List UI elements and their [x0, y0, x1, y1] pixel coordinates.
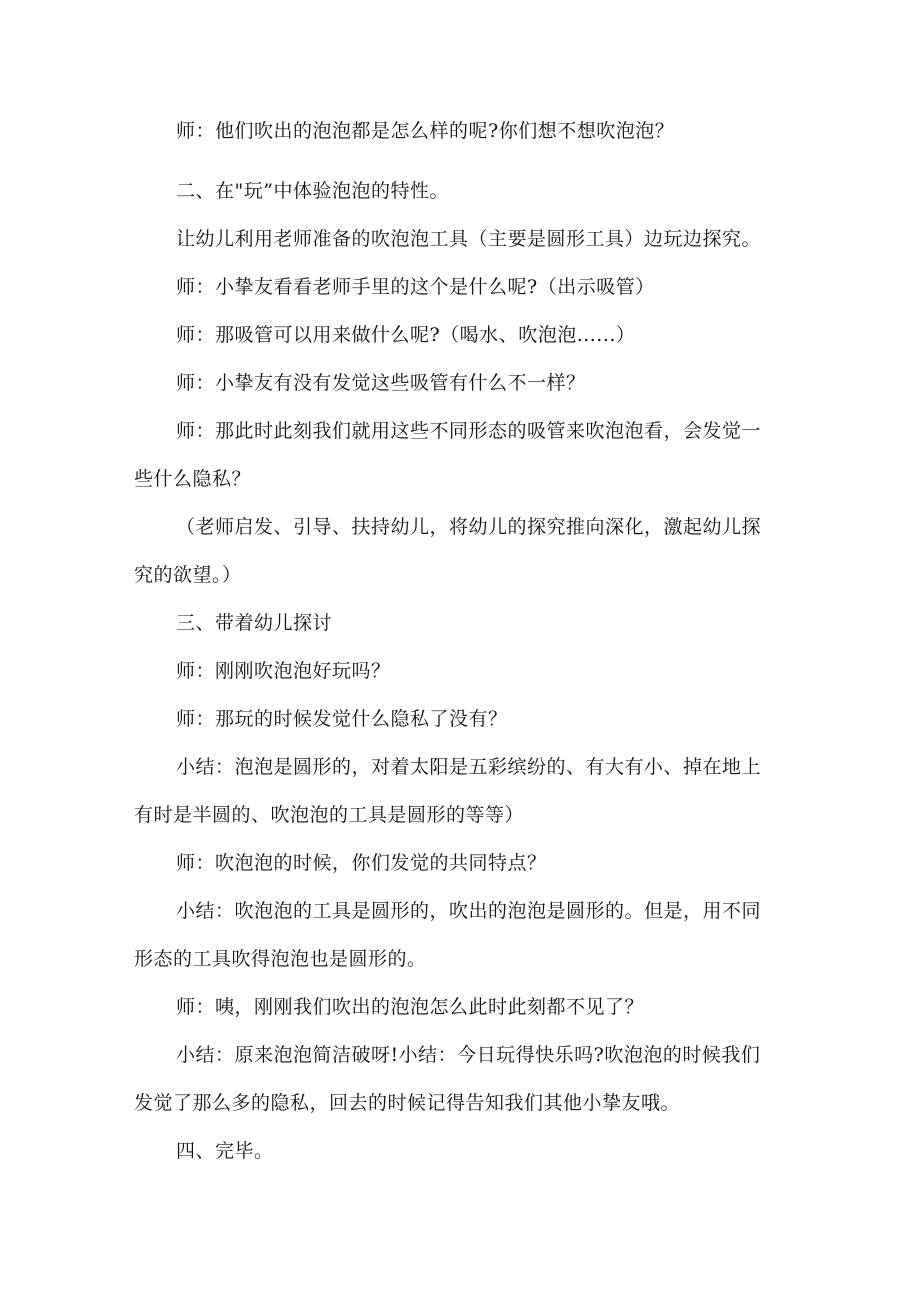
text-line: 小结：原来泡泡简洁破呀!小结：今日玩得快乐吗?吹泡泡的时候我们	[176, 1044, 761, 1066]
text-line: 师：咦，刚刚我们吹出的泡泡怎么此时此刻都不见了？	[176, 996, 645, 1018]
text-line: 小结：泡泡是圆形的，对着太阳是五彩缤纷的、有大有小、掉在地上	[176, 756, 762, 778]
section-heading: 二、在"玩”中体验泡泡的特性。	[176, 180, 449, 202]
text-line: 形态的工具吹得泡泡也是圆形的。	[134, 948, 427, 970]
text-line: 师：那吸管可以用来做什么呢?（喝水、吹泡泡......）	[176, 324, 636, 346]
section-heading: 四、完毕。	[176, 1140, 274, 1162]
text-line: 师：小挚友看看老师手里的这个是什么呢?（出示吸管）	[176, 276, 655, 298]
text-line: 师：吹泡泡的时候，你们发觉的共同特点？	[176, 852, 547, 874]
text-line: （老师启发、引导、扶持幼儿，将幼儿的探究推向深化，激起幼儿探	[176, 516, 762, 538]
text-line: 让幼儿利用老师准备的吹泡泡工具（主要是圆形工具）边玩边探究。	[176, 228, 762, 250]
text-line: 师：他们吹出的泡泡都是怎么样的呢?你们想不想吹泡泡？	[176, 120, 675, 142]
text-line: 究的欲望。）	[134, 564, 242, 586]
text-line: 小结：吹泡泡的工具是圆形的，吹出的泡泡是圆形的。但是，用不同	[176, 900, 762, 922]
text-line: 有时是半圆的、吹泡泡的工具是圆形的等等）	[134, 804, 525, 826]
text-line: 发觉了那么多的隐私，回去的时候记得告知我们其他小挚友哦。	[134, 1092, 681, 1114]
text-line: 师：刚刚吹泡泡好玩吗？	[176, 660, 391, 682]
text-line: 师：那此时此刻我们就用这些不同形态的吸管来吹泡泡看，会发觉一	[176, 420, 762, 442]
text-line: 师：那玩的时候发觉什么隐私了没有？	[176, 708, 508, 730]
section-heading: 三、带着幼儿探讨	[176, 612, 333, 634]
text-line: 师：小挚友有没有发觉这些吸管有什么不一样？	[176, 372, 586, 394]
text-line: 些什么隐私？	[134, 468, 252, 490]
